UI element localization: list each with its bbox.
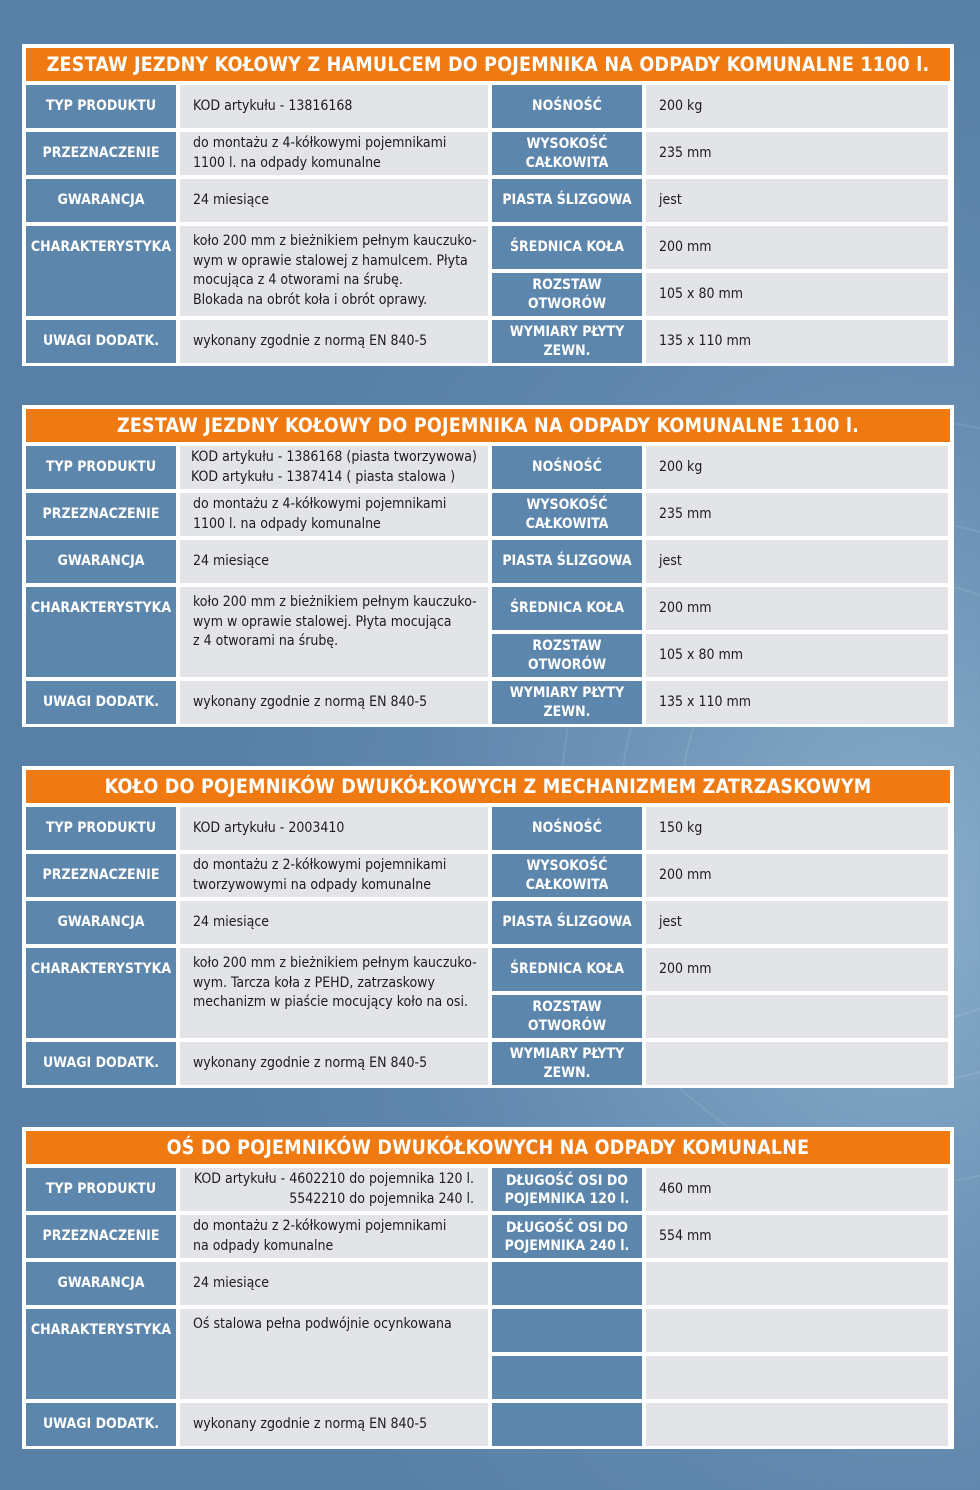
value-charakterystyka: koło 200 mm z bieżnikiem pełnym kauczuko- wym w oprawie stalowej z hamulcem. Płyta mocująca z 4 otworami na śrubę. Blokada na obrót koła i obrót oprawy. [180, 226, 488, 316]
value-nosnosc: 200 kg [646, 85, 948, 128]
value-uwagi: wykonany zgodnie z normą EN 840-5 [180, 1403, 488, 1446]
value-empty [646, 1309, 948, 1352]
label-uwagi: UWAGI DODATK. [26, 1403, 176, 1446]
value-typ-produktu: KOD artykułu - 4602210 do pojemnika 120 l. 5542210 do pojemnika 240 l. [180, 1168, 488, 1211]
value-gwarancja: 24 miesiące [180, 540, 488, 583]
card-title: ZESTAW JEZDNY KOŁOWY DO POJEMNIKA NA ODPADY KOMUNALNE 1100 l. [26, 409, 950, 442]
label-rozstaw: ROZSTAW OTWORÓW [492, 634, 642, 677]
value-typ-produktu: KOD artykułu - 2003410 [180, 807, 488, 850]
value-nosnosc: 200 kg [646, 446, 948, 489]
label-rozstaw: ROZSTAW OTWORÓW [492, 273, 642, 316]
label-charakterystyka: CHARAKTERYSTYKA [26, 1309, 176, 1399]
label-empty [492, 1403, 642, 1446]
label-wysokosc: WYSOKOŚĆ CAŁKOWITA [492, 854, 642, 897]
value-rozstaw: 105 x 80 mm [646, 273, 948, 316]
label-rozstaw: ROZSTAW OTWORÓW [492, 995, 642, 1038]
label-przeznaczenie: PRZEZNACZENIE [26, 1215, 176, 1258]
label-nosnosc: NOŚNOŚĆ [492, 446, 642, 489]
label-srednica: ŚREDNICA KOŁA [492, 226, 642, 269]
label-piasta: PIASTA ŚLIZGOWA [492, 901, 642, 944]
value-typ-produktu: KOD artykułu - 13816168 [180, 85, 488, 128]
value-piasta: jest [646, 901, 948, 944]
value-uwagi: wykonany zgodnie z normą EN 840-5 [180, 320, 488, 363]
label-wymiary: WYMIARY PŁYTY ZEWN. [492, 1042, 642, 1085]
value-srednica: 200 mm [646, 587, 948, 630]
label-uwagi: UWAGI DODATK. [26, 320, 176, 363]
value-typ-produktu: KOD artykułu - 1386168 (piasta tworzywowa) KOD artykułu - 1387414 ( piasta stalowa ) [180, 446, 488, 489]
label-dlugosc-osi-240: DŁUGOŚĆ OSI DO POJEMNIKA 240 l. [492, 1215, 642, 1258]
label-srednica: ŚREDNICA KOŁA [492, 948, 642, 991]
product-card-4 [22, 1127, 954, 1449]
card-title: ZESTAW JEZDNY KOŁOWY Z HAMULCEM DO POJEMNIKA NA ODPADY KOMUNALNE 1100 l. [26, 48, 950, 81]
label-charakterystyka: CHARAKTERYSTYKA [26, 948, 176, 1038]
label-gwarancja: GWARANCJA [26, 1262, 176, 1305]
value-przeznaczenie: do montażu z 2-kółkowymi pojemnikami tworzywowymi na odpady komunalne [180, 854, 488, 897]
label-typ-produktu: TYP PRODUKTU [26, 85, 176, 128]
value-uwagi: wykonany zgodnie z normą EN 840-5 [180, 1042, 488, 1085]
value-gwarancja: 24 miesiące [180, 179, 488, 222]
value-wysokosc: 200 mm [646, 854, 948, 897]
value-gwarancja: 24 miesiące [180, 1262, 488, 1305]
value-wysokosc: 235 mm [646, 493, 948, 536]
label-uwagi: UWAGI DODATK. [26, 1042, 176, 1085]
product-card-2 [22, 405, 954, 727]
label-nosnosc: NOŚNOŚĆ [492, 807, 642, 850]
label-typ-produktu: TYP PRODUKTU [26, 1168, 176, 1211]
label-gwarancja: GWARANCJA [26, 901, 176, 944]
label-empty [492, 1356, 642, 1399]
label-gwarancja: GWARANCJA [26, 540, 176, 583]
product-card-3 [22, 766, 954, 1088]
value-wymiary: 135 x 110 mm [646, 320, 948, 363]
value-charakterystyka: koło 200 mm z bieżnikiem pełnym kauczuko- wym. Tarcza koła z PEHD, zatrzaskowy mechanizm w piaście mocujący koło na osi. [180, 948, 488, 1038]
value-wysokosc: 235 mm [646, 132, 948, 175]
value-srednica: 200 mm [646, 226, 948, 269]
label-wymiary: WYMIARY PŁYTY ZEWN. [492, 681, 642, 724]
value-piasta: jest [646, 179, 948, 222]
label-piasta: PIASTA ŚLIZGOWA [492, 540, 642, 583]
label-srednica: ŚREDNICA KOŁA [492, 587, 642, 630]
value-wymiary [646, 1042, 948, 1085]
value-wymiary: 135 x 110 mm [646, 681, 948, 724]
label-przeznaczenie: PRZEZNACZENIE [26, 493, 176, 536]
label-charakterystyka: CHARAKTERYSTYKA [26, 587, 176, 677]
value-srednica: 200 mm [646, 948, 948, 991]
value-piasta: jest [646, 540, 948, 583]
label-typ-produktu: TYP PRODUKTU [26, 446, 176, 489]
label-charakterystyka: CHARAKTERYSTYKA [26, 226, 176, 316]
value-gwarancja: 24 miesiące [180, 901, 488, 944]
label-typ-produktu: TYP PRODUKTU [26, 807, 176, 850]
value-empty [646, 1356, 948, 1399]
label-wysokosc: WYSOKOŚĆ CAŁKOWITA [492, 493, 642, 536]
value-charakterystyka: koło 200 mm z bieżnikiem pełnym kauczuko- wym w oprawie stalowej. Płyta mocująca z 4 otworami na śrubę. [180, 587, 488, 677]
value-uwagi: wykonany zgodnie z normą EN 840-5 [180, 681, 488, 724]
value-charakterystyka: Oś stalowa pełna podwójnie ocynkowana [180, 1309, 488, 1399]
card-title: OŚ DO POJEMNIKÓW DWUKÓŁKOWYCH NA ODPADY KOMUNALNE [26, 1131, 950, 1164]
label-dlugosc-osi-120: DŁUGOŚĆ OSI DO POJEMNIKA 120 l. [492, 1168, 642, 1211]
value-empty [646, 1403, 948, 1446]
label-empty [492, 1309, 642, 1352]
label-empty [492, 1262, 642, 1305]
label-wysokosc: WYSOKOŚĆ CAŁKOWITA [492, 132, 642, 175]
label-nosnosc: NOŚNOŚĆ [492, 85, 642, 128]
value-przeznaczenie: do montażu z 2-kółkowymi pojemnikami na odpady komunalne [180, 1215, 488, 1258]
product-card-1 [22, 44, 954, 366]
value-przeznaczenie: do montażu z 4-kółkowymi pojemnikami 1100 l. na odpady komunalne [180, 493, 488, 536]
label-piasta: PIASTA ŚLIZGOWA [492, 179, 642, 222]
value-empty [646, 1262, 948, 1305]
label-uwagi: UWAGI DODATK. [26, 681, 176, 724]
label-gwarancja: GWARANCJA [26, 179, 176, 222]
value-rozstaw [646, 995, 948, 1038]
value-dlugosc-osi-240: 554 mm [646, 1215, 948, 1258]
value-dlugosc-osi-120: 460 mm [646, 1168, 948, 1211]
value-nosnosc: 150 kg [646, 807, 948, 850]
card-title: KOŁO DO POJEMNIKÓW DWUKÓŁKOWYCH Z MECHANIZMEM ZATRZASKOWYM [26, 770, 950, 803]
value-przeznaczenie: do montażu z 4-kółkowymi pojemnikami 1100 l. na odpady komunalne [180, 132, 488, 175]
label-przeznaczenie: PRZEZNACZENIE [26, 132, 176, 175]
value-rozstaw: 105 x 80 mm [646, 634, 948, 677]
label-wymiary: WYMIARY PŁYTY ZEWN. [492, 320, 642, 363]
label-przeznaczenie: PRZEZNACZENIE [26, 854, 176, 897]
